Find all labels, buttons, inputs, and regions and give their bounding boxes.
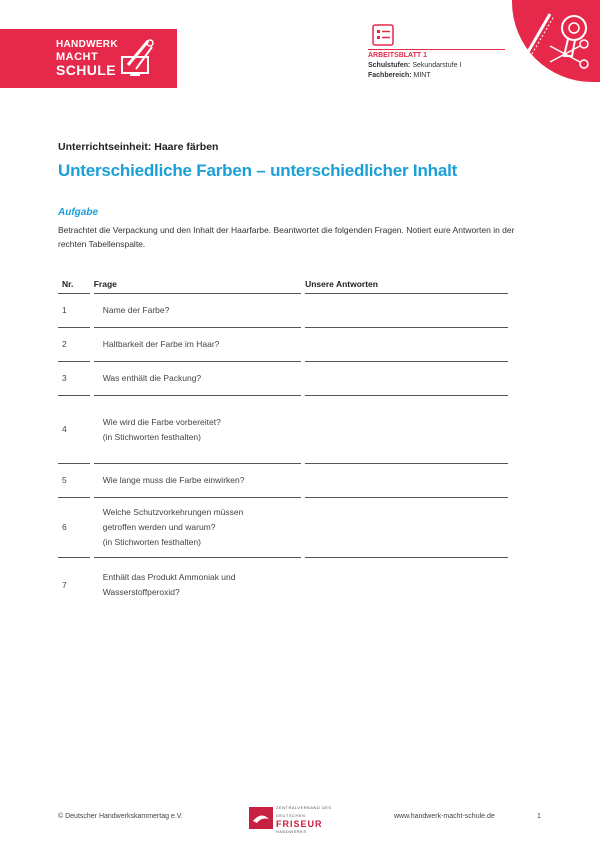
- answer-field[interactable]: [305, 498, 508, 558]
- task-heading: Aufgabe: [58, 207, 98, 218]
- table-row: [58, 498, 508, 558]
- worksheet-title: ARBEITSBLATT 1: [368, 52, 427, 59]
- fachbereich-value: MINT: [413, 72, 431, 79]
- website-link[interactable]: www.handwerk-macht-schule.de: [394, 813, 495, 820]
- question-line: (in Stichworten festhalten): [102, 537, 201, 547]
- question-line: getroffen werden und warum?: [102, 522, 216, 532]
- question-table: [58, 274, 508, 612]
- page-number: 1: [537, 813, 541, 820]
- question-line: Wasserstoffperoxid?: [102, 587, 180, 597]
- question-line: Haltbarkeit der Farbe im Haar?: [102, 339, 220, 349]
- row-question: [94, 396, 301, 464]
- friseur-logo-big: FRISEUR: [276, 819, 323, 829]
- table-row: [58, 294, 508, 328]
- worksheet-icon: [371, 23, 397, 47]
- row-question: [94, 464, 301, 498]
- question-line: Name der Farbe?: [102, 305, 170, 315]
- header-antworten: Unsere Antworten: [305, 274, 508, 294]
- schulstufen-value: Sekundarstufe I: [412, 62, 462, 69]
- row-number: 1: [58, 294, 90, 328]
- question-line: Enthält das Produkt Ammoniak und: [102, 572, 236, 582]
- handwerk-macht-schule-logo: [0, 29, 177, 88]
- page-title: Unterschiedliche Farben – unterschiedlicher Inhalt: [58, 161, 458, 180]
- worksheet-info: [368, 51, 505, 81]
- question-line: Wie lange muss die Farbe einwirken?: [102, 475, 245, 485]
- schulstufen-row: [368, 61, 505, 71]
- friseur-logo-text: [276, 804, 338, 836]
- header-nr: Nr.: [58, 274, 90, 294]
- answer-field[interactable]: [305, 294, 508, 328]
- fachbereich-label: Fachbereich:: [368, 72, 412, 79]
- answer-field[interactable]: [305, 328, 508, 362]
- question-line: Was enthält die Packung?: [102, 373, 202, 383]
- row-number: 6: [58, 498, 90, 558]
- question-line: Welche Schutzvorkehrungen müssen: [102, 507, 244, 517]
- answer-field[interactable]: [305, 558, 508, 612]
- logo-line-2: MACHT: [56, 51, 99, 63]
- row-question: [94, 558, 301, 612]
- row-question: [94, 328, 301, 362]
- row-question: [94, 294, 301, 328]
- corner-decoration: [512, 0, 600, 82]
- table-header-row: [58, 274, 508, 294]
- schulstufen-label: Schulstufen:: [368, 62, 411, 69]
- question-line: (in Stichworten festhalten): [102, 431, 201, 442]
- friseur-logo-small: ZENTRALVERBAND DES DEUTSCHEN: [276, 805, 332, 818]
- header-divider: [368, 49, 505, 50]
- row-question: [94, 498, 301, 558]
- logo-line-3: SCHULE: [56, 62, 116, 78]
- table-row: [58, 328, 508, 362]
- row-number: 2: [58, 328, 90, 362]
- row-number: 3: [58, 362, 90, 396]
- answer-field[interactable]: [305, 396, 508, 464]
- table-row: [58, 558, 508, 612]
- row-question: [94, 362, 301, 396]
- table-row: [58, 396, 508, 464]
- task-text: Betrachtet die Verpackung und den Inhalt der Haarfarbe. Beantwortet die folgenden Fragen. Notiert eure Antworten in der rechten Tabellenspalte.: [58, 225, 515, 249]
- unit-title: Unterrichtseinheit: Haare färben: [58, 141, 219, 153]
- fachbereich-row: [368, 71, 505, 81]
- copyright: © Deutscher Handwerkskammertag e.V.: [58, 813, 183, 820]
- header-frage: Frage: [94, 274, 301, 294]
- row-number: 7: [62, 579, 67, 590]
- row-number: 5: [58, 464, 90, 498]
- answer-field[interactable]: [305, 362, 508, 396]
- friseur-logo-icon: [249, 807, 273, 829]
- tools-icon: [118, 35, 158, 81]
- row-number: 4: [58, 396, 90, 464]
- logo-wordmark: [56, 38, 118, 77]
- table-row: [58, 464, 508, 498]
- question-line: Wie wird die Farbe vorbereitet?: [102, 416, 221, 427]
- hairdresser-tools-icon: [520, 6, 598, 72]
- logo-line-1: HANDWERK: [56, 39, 118, 50]
- answer-field[interactable]: [305, 464, 508, 498]
- table-row: [58, 362, 508, 396]
- friseur-logo-small-2: HANDWERKS: [276, 829, 307, 834]
